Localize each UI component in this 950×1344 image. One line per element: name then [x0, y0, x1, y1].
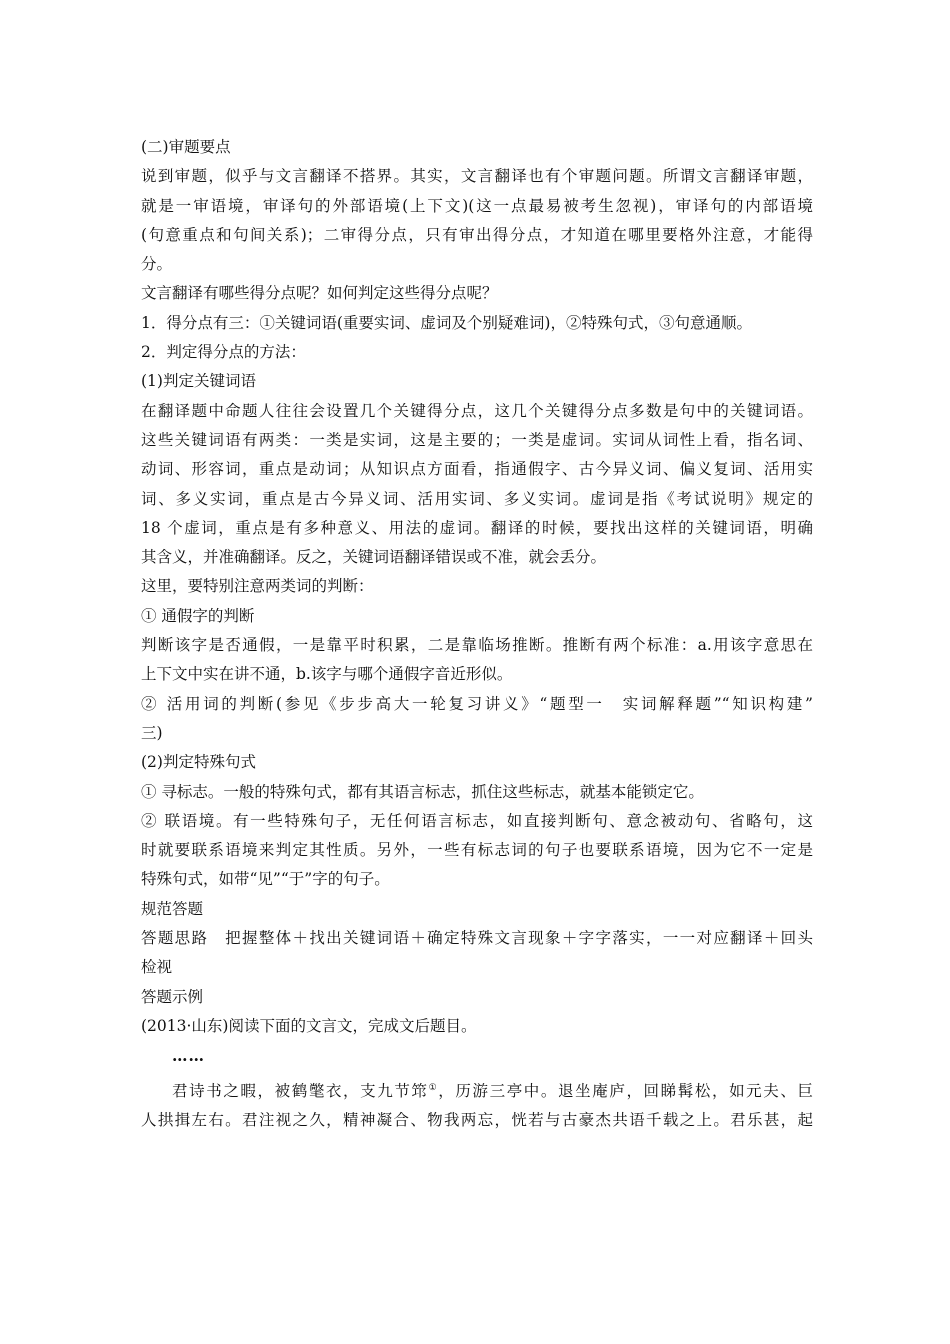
subsection-heading-keywords: (1)判定关键词语 — [141, 372, 256, 391]
example-heading: 答题示例 — [141, 987, 204, 1006]
paragraph-line: (句意重点和句间关系)；二审得分点，只有审出得分点，才知道在哪里要格外注意，才能得 — [141, 225, 813, 244]
example-source: (2013·山东)阅读下面的文言文，完成文后题目。 — [141, 1016, 477, 1035]
paragraph-line: 在翻译题中命题人往往会设置几个关键得分点，这几个关键得分点多数是句中的关键词语。 — [141, 401, 813, 420]
paragraph-line: 三) — [141, 723, 163, 742]
keywords-paragraph — [141, 397, 813, 573]
tongjia-heading: ① 通假字的判断 — [141, 606, 255, 625]
paragraph-line: 说到审题，似乎与文言翻译不搭界。其实，文言翻译也有个审题问题。所谓文言翻译审题， — [141, 167, 813, 186]
paragraph-line: 分。 — [141, 255, 173, 274]
huoyong-paragraph — [141, 690, 813, 749]
passage-text: 君诗书之暇，被鹤氅衣，支九节筇 — [172, 1081, 429, 1100]
paragraph-line: 18 个虚词，重点是有多种意义、用法的虚词。翻译的时候，要找出这样的关键词语，明确 — [141, 518, 813, 537]
paragraph-line: 动词、形容词，重点是动词；从知识点方面看，指通假字、古今异义词、偏义复词、活用实 — [141, 460, 813, 479]
note-intro: 这里，要特别注意两类词的判断： — [141, 577, 374, 596]
paragraph-line: 检视 — [141, 958, 173, 977]
tongjia-paragraph — [141, 631, 813, 690]
paragraph-line: 答题思路 把握整体＋找出关键词语＋确定特殊文言现象＋字字落实，一一对应翻译＋回头 — [141, 929, 813, 948]
ellipsis: …… — [172, 1046, 205, 1066]
paragraph-line: 其含义，并准确翻译。反之，关键词语翻译错误或不准，就会丢分。 — [141, 548, 607, 567]
norm-heading: 规范答题 — [141, 899, 204, 918]
section-heading: (二)审题要点 — [141, 138, 231, 156]
passage-line — [141, 1077, 813, 1106]
passage-line: 人拱揖左右。君注视之久，精神凝合、物我两忘，恍若与古豪杰共语千载之上。君乐甚，起 — [141, 1110, 813, 1129]
paragraph-line: 词、多义实词，重点是古今异义词、活用实词、多义实词。虚词是指《考试说明》规定的 — [141, 489, 813, 508]
intro-paragraph — [141, 162, 813, 279]
question-line: 文言翻译有哪些得分点呢？如何判定这些得分点呢？ — [141, 284, 498, 303]
syntax-item-1: ① 寻标志。一般的特殊句式，都有其语言标志，抓住这些标志，就基本能锁定它。 — [141, 782, 704, 801]
footnote-marker: ① — [428, 1082, 439, 1093]
paragraph-line: 时就要联系语境来判定其性质。另外，一些有标志词的句子也要联系语境，因为它不一定是 — [141, 841, 813, 860]
paragraph-line: 判断该字是否通假，一是靠平时积累，二是靠临场推断。推断有两个标准：a.用该字意思在 — [141, 636, 813, 655]
paragraph-line: ② 活用词的判断(参见《步步高大一轮复习讲义》“题型一 实词解释题”“知识构建” — [141, 694, 813, 713]
paragraph-line: ② 联语境。有一些特殊句子，无任何语言标志，如直接判断句、意念被动句、省略句，这 — [141, 811, 813, 830]
document-page — [141, 133, 813, 1135]
point-1: 1．得分点有三：①关键词语(重要实词、虚词及个别疑难词)，②特殊句式，③句意通顺。 — [141, 313, 752, 332]
paragraph-line: 特殊句式，如带“见”“于”字的句子。 — [141, 870, 390, 889]
passage-paragraph — [141, 1077, 813, 1136]
thinking-paragraph — [141, 924, 813, 983]
paragraph-line: 上下文中实在讲不通，b.该字与哪个通假字音近形似。 — [141, 665, 513, 684]
subsection-heading-syntax: (2)判定特殊句式 — [141, 753, 256, 772]
paragraph-line: 这些关键词语有两类：一类是实词，这是主要的；一类是虚词。实词从词性上看，指名词、 — [141, 430, 813, 449]
point-2: 2．判定得分点的方法： — [141, 343, 306, 362]
syntax-item-2-paragraph — [141, 807, 813, 895]
paragraph-line: 就是一审语境，审译句的外部语境(上下文)(这一点最易被考生忽视)，审译句的内部语境 — [141, 196, 813, 215]
passage-text: ，历游三亭中。退坐庵庐，回睇髯松，如元夫、巨 — [438, 1081, 813, 1100]
